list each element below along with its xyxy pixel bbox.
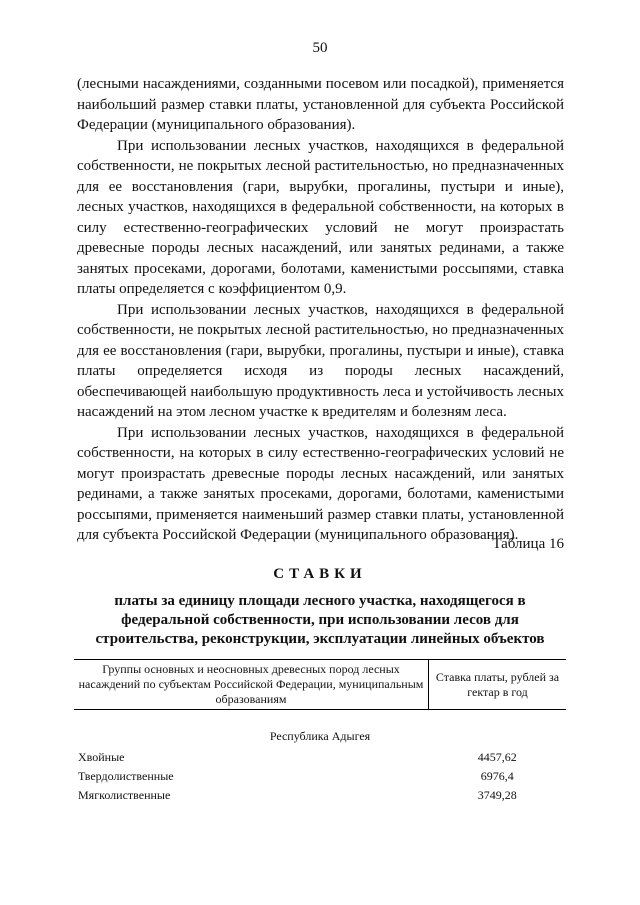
rates-table bbox=[74, 659, 566, 805]
rates-subheading: платы за единицу площади лесного участка, находящегося в федеральной собственности, при использовании лесов для строительства, реконструкции, эксплуатации линейных объектов bbox=[95, 593, 545, 647]
species-group-name: Твердолиственные bbox=[78, 769, 174, 783]
table-row bbox=[74, 767, 566, 786]
rate-value: 6976,4 bbox=[480, 769, 514, 783]
table-caption: Таблица 16 bbox=[492, 536, 564, 552]
region-row bbox=[74, 710, 566, 749]
header-species-group: Группы основных и неосновных древесных пород лесных насаждений по субъектам Российской Федерации, муниципальным образованиям bbox=[74, 660, 429, 710]
rates-heading: СТАВКИ bbox=[273, 566, 367, 582]
paragraph-2: При использовании лесных участков, находящихся в федеральной собственности, не покрытых лесной растительностью, но предназначенных для ее восстановления (гари, вырубки, прогалины, пустыри и иные), лесных участков, находящихся в федеральной собственности, на которых в силу естественно-географических условий не могут произрастать древесные породы лесных насаждений, или занятых рединами, а также занятых просеками, дорогами, болотами, каменистыми россыпями, ставка платы определяется с коэффициентом 0,9. bbox=[77, 137, 564, 297]
header-rate: Ставка платы, рублей за гектар в год bbox=[429, 660, 567, 710]
table-row bbox=[74, 786, 566, 805]
species-group-name: Хвойные bbox=[78, 750, 125, 764]
paragraph-4: При использовании лесных участков, находящихся в федеральной собственности, на которых в силу естественно-географических условий не могут произрастать древесные породы лесных насаждений, или занятых рединами, а также занятых просеками, дорогами, болотами, каменистыми россыпями, применяется наименьший размер ставки платы, установленной для субъекта Российской Федерации (муниципального образования). bbox=[77, 424, 564, 543]
table-row bbox=[74, 748, 566, 767]
paragraph-1: (лесными насаждениями, созданными посевом или посадкой), применяется наибольший размер ставки платы, установленной для субъекта Российской Федерации (муниципального образования). bbox=[77, 76, 564, 133]
region-name: Республика Адыгея bbox=[269, 728, 371, 743]
paragraph-3: При использовании лесных участков, находящихся в федеральной собственности, не покрытых лесной растительностью, но предназначенных для ее восстановления (гари, вырубки, прогалины, пустыри и иные), ставка платы определяется исходя из породы лесных насаждений, обеспечивающей наибольшую продуктивность леса и устойчивость лесных насаждений на этом лесном участке к вредителям и болезням леса. bbox=[77, 301, 564, 420]
species-group-name: Мягколиственные bbox=[78, 788, 171, 802]
body-text bbox=[77, 74, 564, 546]
rate-value: 4457,62 bbox=[477, 750, 517, 764]
page-number: 50 bbox=[312, 40, 328, 56]
rate-value: 3749,28 bbox=[477, 788, 517, 802]
table-header-row bbox=[74, 660, 566, 710]
